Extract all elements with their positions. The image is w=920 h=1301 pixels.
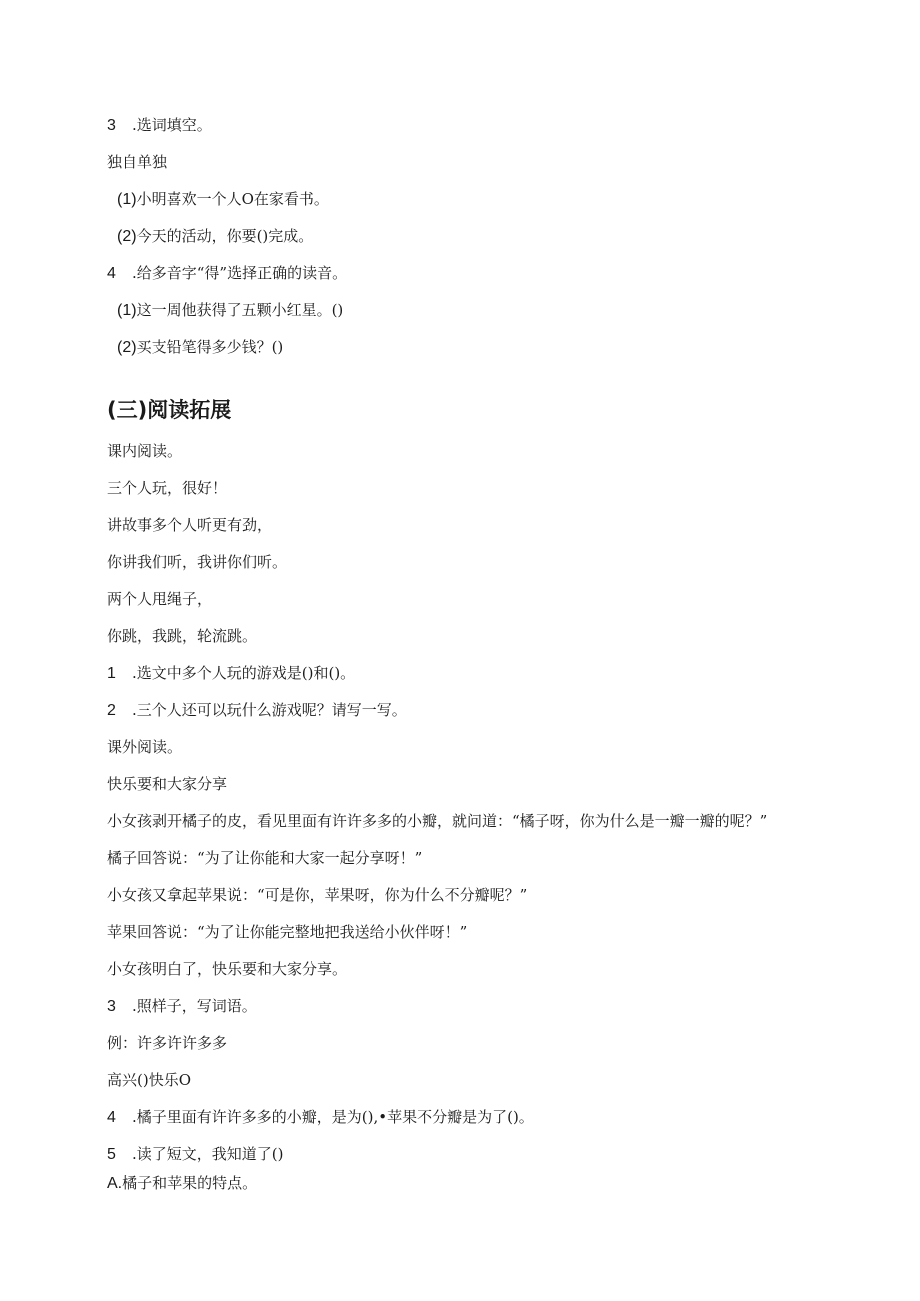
story-paragraph: 小女孩明白了，快乐要和大家分享。 xyxy=(107,960,348,978)
question-4-item-1 xyxy=(117,300,343,321)
word-choices: 独自单独 xyxy=(107,153,168,171)
reading-question-5 xyxy=(107,1144,283,1165)
question-number: 1 xyxy=(107,665,116,682)
poem-line: 两个人甩绳子， xyxy=(107,590,213,608)
question-3 xyxy=(107,115,212,136)
question-text: .读了短文，我知道了() xyxy=(132,1145,284,1163)
in-class-reading-label: 课内阅读。 xyxy=(107,442,183,460)
reading-question-4 xyxy=(107,1107,534,1128)
story-paragraph: 橘子回答说：“为了让你能和大家一起分享呀！” xyxy=(107,849,423,867)
option-text: 橘子和苹果的特点。 xyxy=(122,1174,258,1192)
story-title: 快乐要和大家分享 xyxy=(107,775,228,793)
poem-line: 三个人玩，很好！ xyxy=(107,479,228,497)
question-text: .三个人还可以玩什么游戏呢？请写一写。 xyxy=(132,701,407,719)
item-text: 小明喜欢一个人O在家看书。 xyxy=(136,190,329,208)
item-number: (2) xyxy=(117,228,137,245)
question-text: .给多音字“得”选择正确的读音。 xyxy=(132,264,348,282)
option-a xyxy=(107,1173,257,1194)
item-text: 买支铅笔得多少钱？() xyxy=(136,338,284,356)
question-text: .选文中多个人玩的游戏是()和()。 xyxy=(132,664,356,682)
question-3-item-2 xyxy=(117,226,313,247)
question-4 xyxy=(107,263,347,284)
fill-blank-line: 高兴()快乐O xyxy=(107,1071,192,1089)
question-number: 4 xyxy=(107,1109,116,1126)
item-number: (1) xyxy=(117,191,137,208)
story-paragraph: 小女孩又拿起苹果说：“可是你，苹果呀，你为什么不分瓣呢？” xyxy=(107,886,528,904)
question-number: 3 xyxy=(107,998,116,1015)
item-text: 这一周他获得了五颗小红星。() xyxy=(136,301,344,319)
poem-line: 你讲我们听，我讲你们听。 xyxy=(107,553,288,571)
item-number: (2) xyxy=(117,339,137,356)
option-label: A. xyxy=(107,1175,123,1192)
poem-line: 你跳，我跳，轮流跳。 xyxy=(107,627,258,645)
question-text: .照样子，写词语。 xyxy=(132,997,257,1015)
section-heading: (三)阅读拓展 xyxy=(107,398,232,422)
item-text: 今天的活动，你要()完成。 xyxy=(136,227,314,245)
poem-line: 讲故事多个人听更有劲， xyxy=(107,516,273,534)
extra-reading-label: 课外阅读。 xyxy=(107,738,183,756)
question-text: .橘子里面有许许多多的小瓣，是为(),•苹果不分瓣是为了()。 xyxy=(132,1108,534,1126)
question-number: 3 xyxy=(107,117,116,134)
question-text: .选词填空。 xyxy=(132,116,212,134)
question-number: 5 xyxy=(107,1146,116,1163)
question-4-item-2 xyxy=(117,337,283,358)
story-paragraph: 小女孩剥开橘子的皮，看见里面有许许多多的小瓣，就问道：“橘子呀，你为什么是一瓣一瓣的呢？” xyxy=(107,812,768,830)
reading-question-1 xyxy=(107,663,355,684)
question-number: 4 xyxy=(107,265,116,282)
reading-question-2 xyxy=(107,700,407,721)
question-number: 2 xyxy=(107,702,116,719)
item-number: (1) xyxy=(117,302,137,319)
question-3-item-1 xyxy=(117,189,329,210)
reading-question-3 xyxy=(107,996,257,1017)
example-line: 例：许多许许多多 xyxy=(107,1034,228,1052)
story-paragraph: 苹果回答说：“为了让你能完整地把我送给小伙伴呀！” xyxy=(107,923,468,941)
